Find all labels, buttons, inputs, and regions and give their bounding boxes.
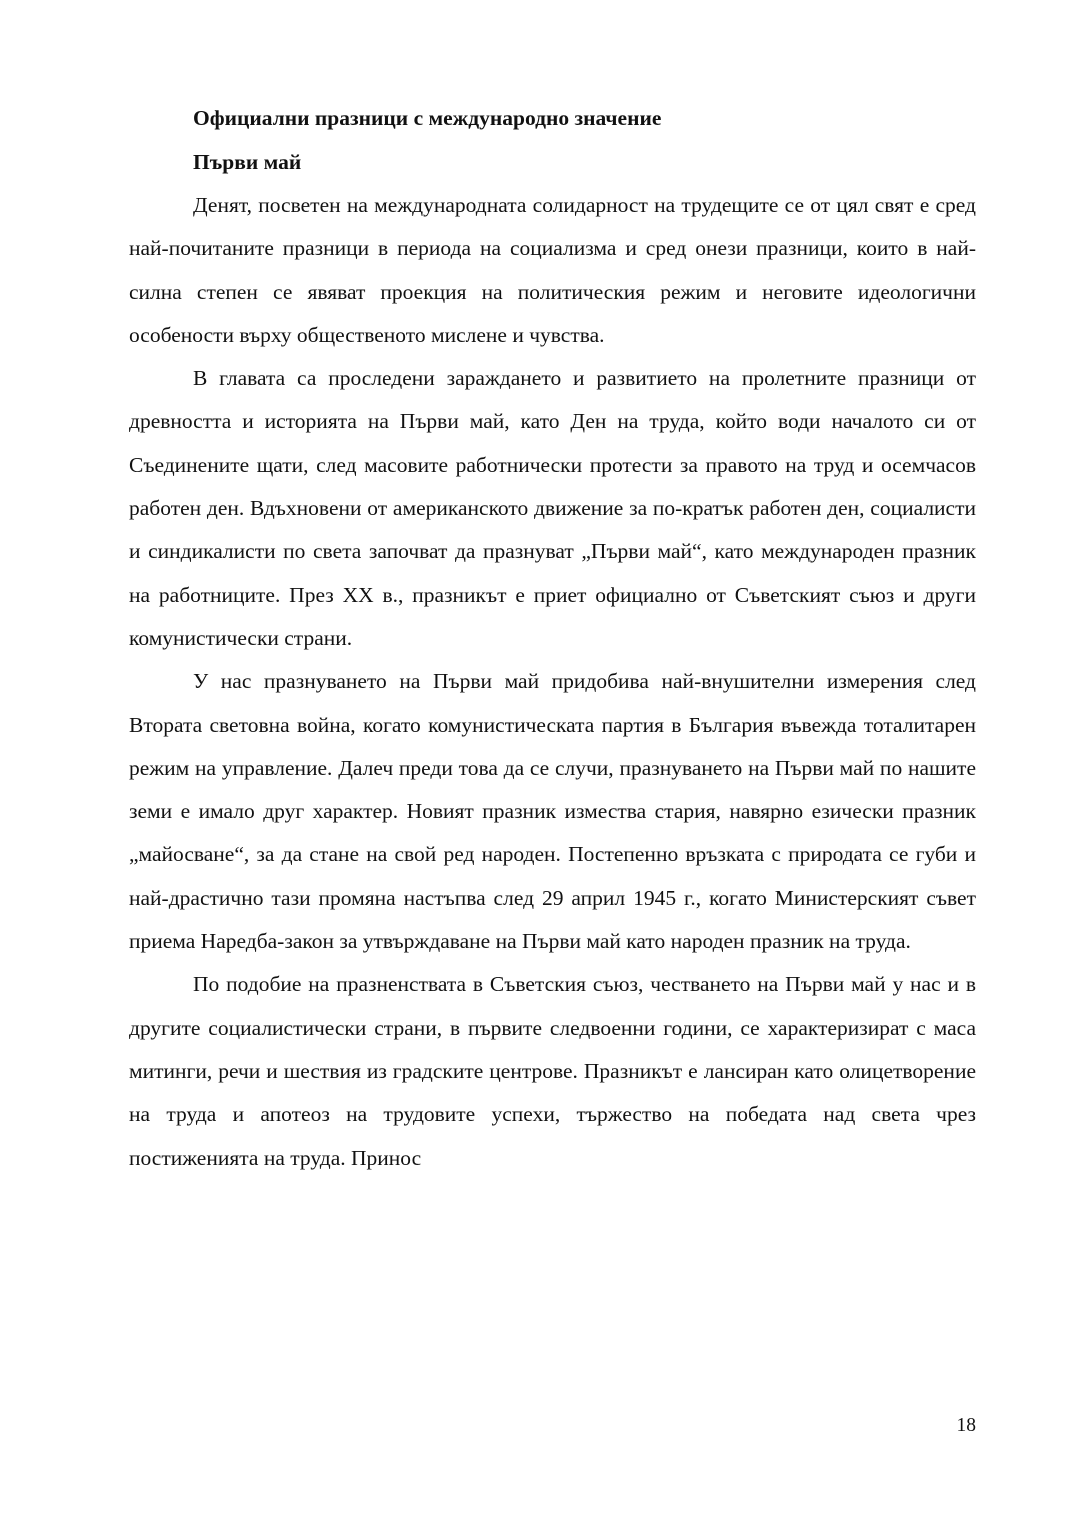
- subsection-title: Първи май: [193, 150, 302, 174]
- page-body: [129, 96, 976, 1180]
- section-title: Официални празници с международно значение: [193, 106, 662, 130]
- paragraph-1: Денят, посветен на международната солидарност на трудещите се от цял свят е сред най-почитаните празници в периода на социализма и сред онези празници, които в най-силна степен се явяват проекция на политическия режим и неговите идеологични особености върху общественото мислене и чувства.: [129, 193, 976, 347]
- paragraph-4: По подобие на празненствата в Съветския съюз, честването на Първи май у нас и в другите социалистически страни, в първите следвоенни години, се характеризират с маса митинги, речи и шествия из градските центрове. Празникът е лансиран като олицетворение на труда и апотеоз на трудовите успехи, тържество на победата над света чрез постиженията на труда. Принос: [129, 972, 976, 1170]
- page-number: 18: [956, 1415, 976, 1436]
- paragraph-3: У нас празнуването на Първи май придобива най-внушителни измерения след Втората световна война, когато комунистическата партия в България въвежда тоталитарен режим на управление. Далеч преди това да се случи, празнуването на Първи май по нашите земи е имало друг характер. Новият празник измества стария, навярно езически празник „майосване“, за да стане на свой ред народен. Постепенно връзката с природата се губи и най-драстично тази промяна настъпва след 29 април 1945 г., когато Министерският съвет приема Наредба-закон за утвърждаване на Първи май като народен празник на труда.: [129, 669, 976, 954]
- paragraph-2: В главата са проследени зараждането и развитието на пролетните празници от древността и историята на Първи май, като Ден на труда, който води началото си от Съединените щати, след масовите работнически протести за правото на труд и осемчасов работен ден. Вдъхновени от американското движение за по-кратък работен ден, социалисти и синдикалисти по света започват да празнуват „Първи май“, като международен празник на работниците. През XX в., празникът е приет официално от Съветският съюз и други комунистически страни.: [129, 366, 976, 650]
